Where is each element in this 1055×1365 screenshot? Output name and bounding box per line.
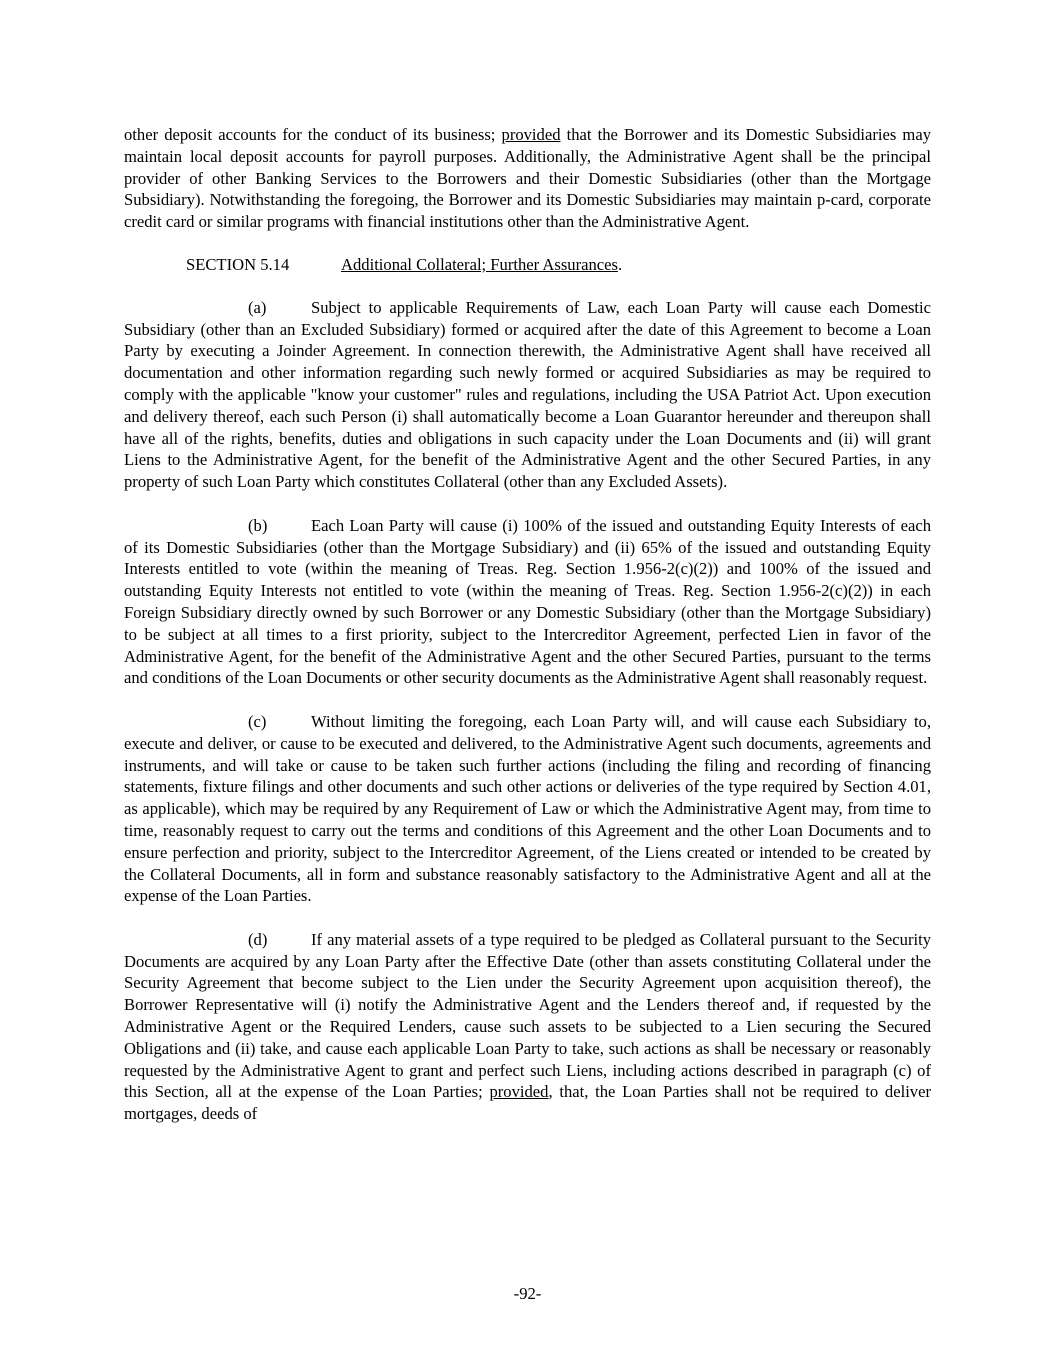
subsection-label: (b) <box>248 515 268 535</box>
subsection-b <box>124 515 931 689</box>
opening-text-end: that the Borrower and its Domestic Subsidiaries may maintain local deposit accounts for payroll purposes. Additionally, the Administrative Agent shall be the principal provider of other Banking Services to the Borrowers and their Domestic Subsidiaries (other than the Mortgage Subsidiary). Notwithstanding the foregoing, the Borrower and its Domestic Subsidiaries may maintain p-card, corporate credit card or similar programs with financial institutions other than the Administrative Agent. <box>124 125 932 232</box>
subsection-text: Each Loan Party will cause (i) 100% of the issued and outstanding Equity Interests of each of its Domestic Subsidiaries (other than the Mortgage Subsidiary) and (ii) 65% of the issued and outstanding Equity Interests entitled to vote (within the meaning of Treas. Reg. Section 1.956-2(c)(2)) and 100% of the issued and outstanding Equity Interests not entitled to vote (within the meaning of Treas. Reg. Section 1.956-2(c)(2)) in each Foreign Subsidiary directly owned by such Borrower or any Domestic Subsidiary (other than the Mortgage Subsidiary) to be subject at all times to a first priority, subject to the Intercreditor Agreement, perfected Lien in favor of the Administrative Agent, for the benefit of the Administrative Agent and the other Secured Parties, pursuant to the terms and conditions of the Loan Documents or other security documents as the Administrative Agent shall reasonably request. <box>124 515 931 688</box>
section-title-period: . <box>617 254 623 274</box>
page-number: -92- <box>513 1284 542 1303</box>
provided-term: provided <box>489 1082 549 1102</box>
subsection-text: Subject to applicable Requirements of Law, each Loan Party will cause each Domestic Subsidiary (other than an Excluded Subsidiary) formed or acquired after the date of this Agreement to become a Loan Party by executing a Joinder Agreement. In connection therewith, the Administrative Agent shall have received all documentation and other information regarding such newly formed or acquired Subsidiaries as may be required to comply with the applicable "know your customer" rules and regulations, including the USA Patriot Act. Upon execution and delivery thereof, each such Person (i) shall automatically become a Loan Guarantor hereunder and thereupon shall have all of the rights, benefits, duties and obligations in such capacity under the Loan Documents and (ii) will grant Liens to the Administrative Agent, for the benefit of the Administrative Agent and the other Secured Parties, in any property of such Loan Party which constitutes Collateral (other than any Excluded Assets). <box>124 297 931 492</box>
opening-paragraph <box>124 124 931 233</box>
opening-text-start: other deposit accounts for the conduct of its business; <box>124 125 502 144</box>
subsection-text-end: , that, the Loan Parties shall not be required to deliver mortgages, deeds of <box>124 1082 931 1124</box>
section-heading <box>186 254 931 276</box>
provided-term: provided <box>501 125 561 144</box>
subsection-c <box>124 711 931 907</box>
section-number: SECTION 5.14 <box>186 254 290 274</box>
document-page <box>124 124 931 1147</box>
subsection-a <box>124 297 931 493</box>
section-title: Additional Collateral; Further Assurances <box>341 254 618 274</box>
subsection-d <box>124 929 931 1125</box>
subsection-text: If any material assets of a type required to be pledged as Collateral pursuant to the Security Documents are acquired by any Loan Party after the Effective Date (other than assets constituting Collateral under the Security Agreement that become subject to the Lien under the Security Agreement upon acquisition thereof), the Borrower Representative will (i) notify the Administrative Agent and the Lenders thereof and, if requested by the Administrative Agent or the Required Lenders, cause such assets to be subjected to a Lien securing the Secured Obligations and (ii) take, and cause each applicable Loan Party to take, such actions as shall be necessary or reasonably requested by the Administrative Agent to grant and perfect such Liens, including actions described in paragraph (c) of this Section, all at the expense of the Loan Parties; <box>124 929 931 1102</box>
subsection-label: (c) <box>248 711 267 731</box>
subsection-label: (d) <box>248 929 268 949</box>
subsection-text: Without limiting the foregoing, each Loan Party will, and will cause each Subsidiary to, execute and deliver, or cause to be executed and delivered, to the Administrative Agent such documents, agreements and instruments, and will take or cause to be taken such further actions (including the filing and recording of financing statements, fixture filings and other documents and such other actions or deliveries of the type required by Section 4.01, as applicable), which may be required by any Requirement of Law or which the Administrative Agent may, from time to time, reasonably request to carry out the terms and conditions of this Agreement and the other Loan Documents and to ensure perfection and priority, subject to the Intercreditor Agreement, of the Liens created or intended to be created by the Collateral Documents, all in form and substance reasonably satisfactory to the Administrative Agent and all at the expense of the Loan Parties. <box>124 711 931 906</box>
subsection-label: (a) <box>248 297 267 317</box>
